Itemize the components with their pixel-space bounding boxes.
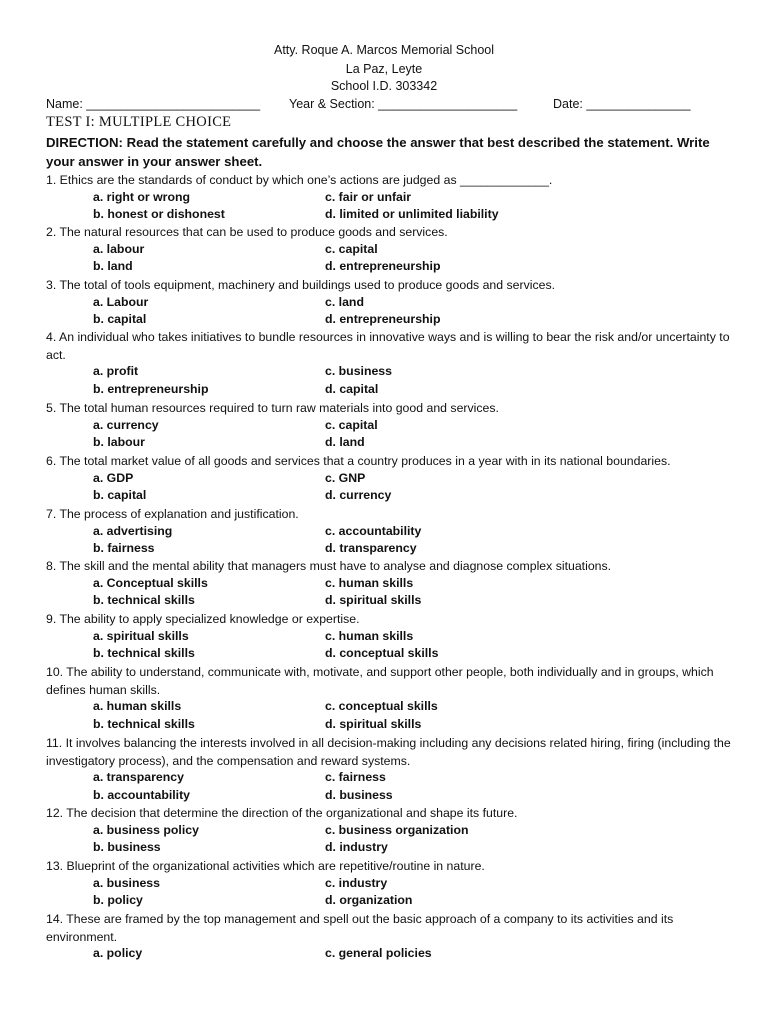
answer-option[interactable]: a. Conceptual skills <box>93 575 208 590</box>
answer-option[interactable]: b. technical skills <box>93 716 195 731</box>
answer-option[interactable]: c. general policies <box>325 946 432 960</box>
answer-option[interactable]: a. spiritual skills <box>93 628 189 643</box>
question-text: 7. The process of explanation and justification. <box>46 507 299 521</box>
date-field[interactable]: Date: _______________ <box>553 97 691 111</box>
answer-option[interactable]: a. GDP <box>93 470 134 485</box>
answer-option[interactable]: c. human skills <box>325 575 414 590</box>
answer-option[interactable]: b. policy <box>93 893 143 907</box>
answer-option[interactable]: b. fairness <box>93 541 155 555</box>
answer-option[interactable]: c. human skills <box>325 628 414 643</box>
answer-option[interactable]: a. business policy <box>93 822 199 837</box>
answer-option[interactable]: d. entrepreneurship <box>325 312 441 326</box>
answer-option[interactable]: d. industry <box>325 840 388 854</box>
question-text: 5. The total human resources required to turn raw materials into good and services. <box>46 401 499 415</box>
question-text: 3. The total of tools equipment, machinery and buildings used to produce goods and services. <box>46 278 556 292</box>
answer-option[interactable]: c. accountability <box>325 523 422 538</box>
answer-option[interactable]: a. human skills <box>93 699 182 713</box>
test-title: TEST I: MULTIPLE CHOICE <box>46 114 232 130</box>
question-text: 2. The natural resources that can be used to produce goods and services. <box>46 225 448 239</box>
name-field[interactable]: Name: _________________________ <box>46 97 261 111</box>
answer-option[interactable]: d. spiritual skills <box>325 716 422 731</box>
answer-option[interactable]: c. business <box>325 364 392 378</box>
answer-option[interactable]: a. business <box>93 875 160 890</box>
question-text: 8. The skill and the mental ability that managers must have to analyse and diagnose complex situations. <box>46 559 612 573</box>
answer-option[interactable]: d. transparency <box>325 541 417 555</box>
answer-option[interactable]: c. capital <box>325 241 378 256</box>
question-text: 13. Blueprint of the organizational activities which are repetitive/routine in nature. <box>46 859 485 873</box>
year-section-field[interactable]: Year & Section: ____________________ <box>289 97 518 111</box>
answer-option[interactable]: b. land <box>93 259 133 273</box>
direction-text: DIRECTION: Read the statement carefully and choose the answer that best described the statement. Write your answer in your answer sheet. <box>46 135 710 169</box>
student-info-fields <box>46 97 746 115</box>
answer-option[interactable]: a. currency <box>93 417 159 432</box>
answer-option[interactable]: a. labour <box>93 241 145 256</box>
question-text: 12. The decision that determine the direction of the organizational and shape its future. <box>46 806 518 820</box>
question-text: 6. The total market value of all goods and services that a country produces in a year with in its national boundaries. <box>46 454 671 468</box>
question-text: 1. Ethics are the standards of conduct by which one’s actions are judged as _____________. <box>46 173 553 187</box>
answer-option[interactable]: d. currency <box>325 488 392 502</box>
answer-option[interactable]: d. entrepreneurship <box>325 259 441 273</box>
answer-option[interactable]: d. business <box>325 787 393 802</box>
answer-option[interactable]: b. business <box>93 840 161 854</box>
answer-option[interactable]: b. technical skills <box>93 593 195 607</box>
answer-option[interactable]: b. labour <box>93 435 145 449</box>
school-name: Atty. Roque A. Marcos Memorial School <box>274 43 494 57</box>
answer-option[interactable]: c. conceptual skills <box>325 699 438 713</box>
answer-option[interactable]: c. business organization <box>325 822 469 837</box>
answer-option[interactable]: c. land <box>325 294 364 309</box>
question-text: 4. An individual who takes initiatives to bundle resources in innovative ways and is willing to bear the risk and/or uncertainty to act. <box>46 330 730 362</box>
answer-option[interactable]: d. spiritual skills <box>325 593 422 607</box>
answer-option[interactable]: d. land <box>325 435 365 449</box>
answer-option[interactable]: c. industry <box>325 875 388 890</box>
answer-option[interactable]: b. capital <box>93 312 147 326</box>
answer-option[interactable]: d. limited or unlimited liability <box>325 207 499 221</box>
answer-option[interactable]: b. capital <box>93 488 147 502</box>
answer-option[interactable]: d. conceptual skills <box>325 646 439 660</box>
answer-option[interactable]: a. right or wrong <box>93 189 191 204</box>
answer-option[interactable]: a. Labour <box>93 294 149 309</box>
answer-option[interactable]: a. transparency <box>93 770 184 784</box>
answer-option[interactable]: b. accountability <box>93 787 191 802</box>
answer-option[interactable]: c. fairness <box>325 770 386 784</box>
answer-option[interactable]: c. fair or unfair <box>325 189 412 204</box>
question-text: 10. The ability to understand, communicate with, motivate, and support other people, both individually and in groups, which defines human skills. <box>46 665 714 697</box>
question-text: 11. It involves balancing the interests involved in all decision-making including any decisions related hiring, firing (including the investigatory process), and the compensation and reward systems. <box>46 736 731 768</box>
answer-option[interactable]: c. capital <box>325 417 378 432</box>
question-text: 14. These are framed by the top management and spell out the basic approach of a company to its activities and its environment. <box>46 912 674 944</box>
answer-option[interactable]: d. capital <box>325 381 379 396</box>
answer-option[interactable]: d. organization <box>325 893 413 907</box>
answer-option[interactable]: a. profit <box>93 364 139 378</box>
school-location: La Paz, Leyte <box>345 62 423 76</box>
school-id: School I.D. 303342 <box>330 79 438 93</box>
answer-option[interactable]: a. policy <box>93 946 143 960</box>
answer-option[interactable]: a. advertising <box>93 523 173 538</box>
answer-option[interactable]: b. technical skills <box>93 646 195 660</box>
answer-option[interactable]: b. honest or dishonest <box>93 207 225 221</box>
answer-option[interactable]: c. GNP <box>325 470 366 485</box>
answer-option[interactable]: b. entrepreneurship <box>93 381 209 396</box>
question-text: 9. The ability to apply specialized knowledge or expertise. <box>46 612 360 626</box>
